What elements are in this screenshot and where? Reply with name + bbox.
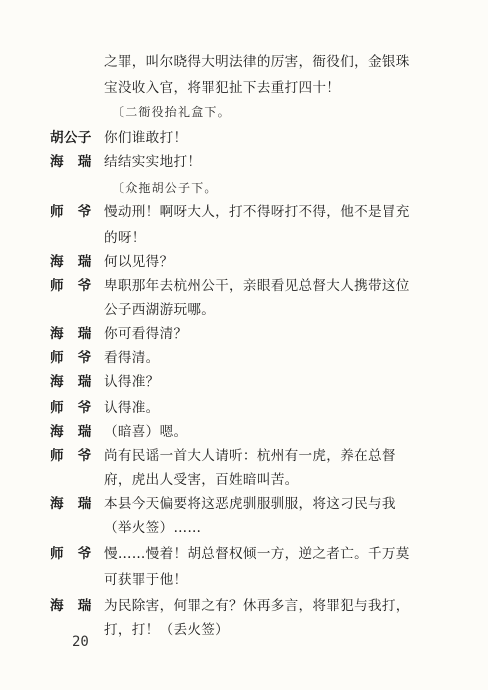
dialogue-text: 认得准。 — [104, 400, 160, 416]
dialogue-text: 尚有民谣一首大人请听：杭州有一虎，养在总督 — [104, 448, 396, 464]
dialogue-text: 慢动刑！啊呀大人，打不得呀打不得，他不是冒充 — [104, 204, 410, 220]
dialogue-text: 公子西湖游玩哪。 — [104, 302, 216, 318]
speaker-name: 师 爷 — [50, 546, 92, 562]
speaker-name: 师 爷 — [50, 448, 92, 464]
dialogue-text: （暗喜）嗯。 — [104, 424, 188, 440]
speaker-name: 海 瑞 — [50, 326, 92, 342]
dialogue-text: 府，虎出人受害，百姓暗叫苦。 — [104, 472, 299, 488]
stage-direction: 〔众拖胡公子下。 — [112, 181, 218, 195]
dialogue-text: 的呀！ — [104, 230, 146, 246]
stage-direction: 〔二衙役抬礼盒下。 — [112, 105, 231, 119]
dialogue-text: 本县今天偏要将这恶虎驯服驯服，将这刁民与我 — [104, 496, 396, 512]
dialogue-text: 认得准？ — [104, 374, 160, 390]
dialogue-text: 卑职那年去杭州公干，亲眼看见总督大人携带这位 — [104, 278, 410, 294]
dialogue-text: 何以见得？ — [104, 254, 174, 270]
dialogue-text: 宝没收入官，将罪犯扯下去重打四十！ — [104, 80, 341, 96]
page-number: 20 — [72, 634, 89, 650]
speaker-name: 胡公子 — [50, 130, 92, 146]
speaker-name: 海 瑞 — [50, 254, 92, 270]
dialogue-text: 之罪，叫尔晓得大明法律的厉害，衙役们，金银珠 — [104, 54, 410, 70]
speaker-name: 海 瑞 — [50, 374, 92, 390]
speaker-name: 师 爷 — [50, 204, 92, 220]
dialogue-text: 你们谁敢打！ — [104, 130, 188, 146]
dialogue-text: 看得清。 — [104, 350, 160, 366]
dialogue-text: 慢……慢着！胡总督权倾一方，逆之者亡。千万莫 — [104, 546, 410, 562]
speaker-name: 师 爷 — [50, 278, 92, 294]
speaker-name: 师 爷 — [50, 400, 92, 416]
speaker-name: 师 爷 — [50, 350, 92, 366]
dialogue-text: （举火签）…… — [104, 520, 202, 536]
dialogue-text: 结结实实地打！ — [104, 154, 202, 170]
speaker-name: 海 瑞 — [50, 496, 92, 512]
speaker-name: 海 瑞 — [50, 598, 92, 614]
speaker-name: 海 瑞 — [50, 424, 92, 440]
dialogue-text: 可获罪于他！ — [104, 572, 188, 588]
speaker-name: 海 瑞 — [50, 154, 92, 170]
dialogue-text: 打，打！（丢火签） — [104, 622, 230, 638]
dialogue-text: 你可看得清？ — [104, 326, 188, 342]
dialogue-text: 为民除害，何罪之有？休再多言，将罪犯与我打， — [104, 598, 410, 614]
